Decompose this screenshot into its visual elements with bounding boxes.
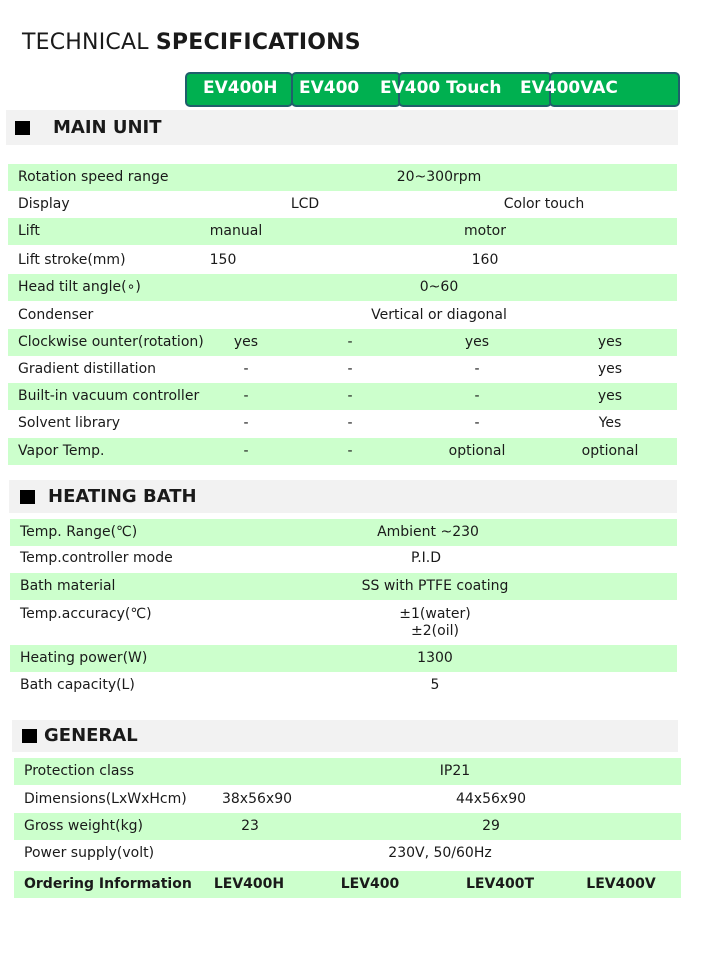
section-square-icon: [22, 729, 37, 743]
spec-value: -: [474, 415, 480, 431]
section-square-icon: [15, 121, 30, 135]
spec-row: [8, 329, 677, 356]
spec-row: [10, 545, 677, 572]
spec-value: Color touch: [503, 196, 585, 212]
spec-value: 38x56x90: [221, 791, 293, 807]
ordering-label: Ordering Information: [24, 876, 192, 892]
spec-value: yes: [597, 388, 623, 404]
spec-row: [10, 672, 677, 699]
ordering-code: LEV400: [340, 876, 400, 892]
spec-label: Gradient distillation: [18, 361, 157, 377]
spec-value: manual: [209, 223, 263, 239]
spec-value: yes: [464, 334, 490, 350]
section-square-icon: [20, 490, 35, 504]
spec-row: [8, 438, 677, 465]
spec-value: -: [243, 388, 249, 404]
spec-label: Dimensions(LxWxHcm): [24, 791, 187, 807]
section-general: [12, 720, 678, 752]
spec-value: -: [474, 388, 480, 404]
spec-value: yes: [597, 334, 623, 350]
spec-value: -: [474, 361, 480, 377]
spec-label: Condenser: [18, 307, 94, 323]
ordering-code: LEV400V: [586, 876, 656, 892]
spec-value: yes: [233, 334, 259, 350]
section-title: MAIN UNIT: [53, 117, 162, 138]
spec-row: [14, 786, 681, 813]
spec-row: [8, 247, 677, 274]
spec-label: Head tilt angle(∘): [18, 279, 141, 295]
ordering-row: [14, 871, 681, 898]
section-heating-bath: [9, 480, 677, 513]
spec-label: Temp.accuracy(℃): [20, 606, 152, 622]
spec-value: optional: [581, 443, 639, 459]
spec-label: Temp.controller mode: [20, 550, 173, 566]
spec-label: Solvent library: [18, 415, 121, 431]
spec-row: [14, 758, 681, 785]
page-title: [22, 30, 361, 55]
ordering-code: LEV400H: [213, 876, 285, 892]
spec-value: yes: [597, 361, 623, 377]
spec-value: SS with PTFE coating: [361, 578, 509, 594]
spec-row: [14, 840, 681, 867]
spec-value: -: [347, 334, 353, 350]
spec-row: [10, 645, 677, 672]
spec-label: Rotation speed range: [18, 169, 169, 185]
spec-value: optional: [448, 443, 506, 459]
spec-value: -: [347, 361, 353, 377]
spec-row: [8, 274, 677, 301]
spec-value: 150: [209, 252, 237, 268]
section-title: GENERAL: [44, 725, 138, 746]
section-title: HEATING BATH: [48, 486, 197, 507]
spec-value: 23: [241, 818, 259, 834]
model-label-ev400: EV400: [299, 78, 360, 98]
spec-label: Power supply(volt): [24, 845, 155, 861]
ordering-code: LEV400T: [465, 876, 535, 892]
spec-row: [8, 383, 677, 410]
spec-label: Built-in vacuum controller: [18, 388, 200, 404]
spec-label: Temp. Range(℃): [20, 524, 138, 540]
spec-value: 0~60: [419, 279, 459, 295]
spec-value: P.I.D: [410, 550, 442, 566]
spec-row: [8, 218, 677, 245]
spec-value: 5: [430, 677, 440, 693]
spec-value: -: [243, 415, 249, 431]
spec-label: Gross weight(kg): [24, 818, 144, 834]
spec-label: Bath capacity(L): [20, 677, 135, 693]
section-main-unit: [6, 110, 678, 145]
spec-row: [10, 573, 677, 600]
spec-row: [8, 191, 677, 218]
spec-value: 1300: [417, 650, 453, 666]
spec-value: 230V, 50/60Hz: [388, 845, 492, 861]
model-label-ev400vac: EV400VAC: [520, 78, 618, 98]
spec-value: 29: [482, 818, 500, 834]
model-label-ev400-touch: EV400 Touch: [380, 78, 502, 98]
spec-value: 20~300rpm: [396, 169, 482, 185]
spec-label: Lift: [18, 223, 40, 239]
spec-label: Lift stroke(mm): [18, 252, 126, 268]
spec-row: [14, 813, 681, 840]
page-title-light: TECHNICAL: [22, 30, 149, 55]
spec-value: 44x56x90: [455, 791, 527, 807]
spec-value: -: [243, 361, 249, 377]
spec-value: -: [347, 415, 353, 431]
spec-value: IP21: [439, 763, 471, 779]
spec-value: ±2(oil): [411, 623, 459, 639]
spec-value: -: [347, 443, 353, 459]
spec-label: Clockwise ounter(rotation): [18, 334, 204, 350]
model-label-ev400h: EV400H: [203, 78, 278, 98]
spec-row: [10, 601, 677, 645]
spec-row: [8, 164, 677, 191]
spec-label: Bath material: [20, 578, 116, 594]
spec-label: Vapor Temp.: [18, 443, 105, 459]
spec-value: Vertical or diagonal: [371, 307, 507, 323]
spec-value: LCD: [290, 196, 320, 212]
spec-value: Ambient ~230: [377, 524, 479, 540]
spec-value: Yes: [598, 415, 622, 431]
spec-row: [8, 356, 677, 383]
spec-row: [10, 519, 677, 546]
page-title-bold: SPECIFICATIONS: [155, 30, 361, 55]
spec-label: Display: [18, 196, 70, 212]
spec-value: motor: [463, 223, 507, 239]
spec-row: [8, 302, 677, 329]
spec-value: -: [243, 443, 249, 459]
spec-value: 160: [471, 252, 499, 268]
spec-value: ±1(water): [399, 606, 471, 622]
spec-row: [8, 410, 677, 437]
spec-value: -: [347, 388, 353, 404]
spec-label: Heating power(W): [20, 650, 148, 666]
spec-label: Protection class: [24, 763, 135, 779]
